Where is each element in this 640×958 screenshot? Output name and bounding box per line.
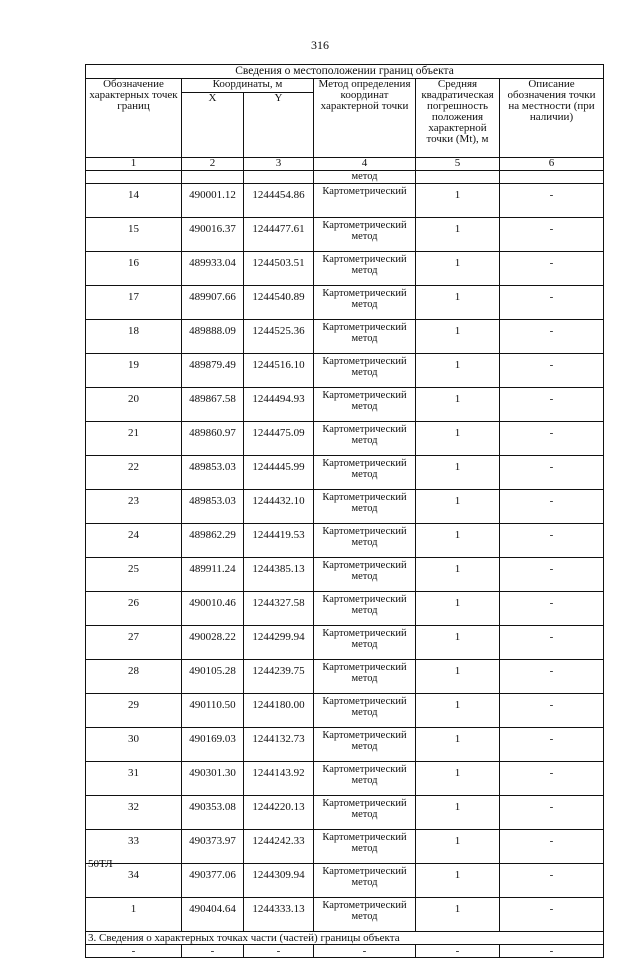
- table-row: [86, 388, 604, 422]
- x-cell: 490353.08: [182, 796, 244, 830]
- y-cell: 1244299.94: [244, 626, 314, 660]
- x-cell: 490373.97: [182, 830, 244, 864]
- x-cell: 490404.64: [182, 898, 244, 932]
- method-cell: Картометрический метод: [314, 252, 416, 286]
- column-number: 1: [86, 158, 182, 171]
- table-row: [86, 320, 604, 354]
- accuracy-cell: 1: [416, 626, 500, 660]
- accuracy-cell: 1: [416, 660, 500, 694]
- table-row: [86, 422, 604, 456]
- accuracy-cell: 1: [416, 796, 500, 830]
- method-cell: Картометрический метод: [314, 490, 416, 524]
- point-cell: 29: [86, 694, 182, 728]
- column-number: 4: [314, 158, 416, 171]
- x-cell: 490301.30: [182, 762, 244, 796]
- method-cell: Картометрический метод: [314, 592, 416, 626]
- header-accuracy: Средняя квадратическая погрешность положения характерной точки (Mt), м: [416, 79, 500, 158]
- x-cell: 489853.03: [182, 456, 244, 490]
- x-cell: 490010.46: [182, 592, 244, 626]
- point-cell: 26: [86, 592, 182, 626]
- method-cell: Картометрический: [314, 184, 416, 218]
- description-cell: -: [500, 626, 604, 660]
- table-row: [86, 728, 604, 762]
- description-cell: -: [500, 592, 604, 626]
- description-cell: -: [500, 218, 604, 252]
- table-row: [86, 354, 604, 388]
- x-cell: 490001.12: [182, 184, 244, 218]
- x-cell: 489911.24: [182, 558, 244, 592]
- point-cell: 25: [86, 558, 182, 592]
- accuracy-cell: 1: [416, 490, 500, 524]
- x-cell: 489907.66: [182, 286, 244, 320]
- point-cell: 20: [86, 388, 182, 422]
- y-cell: 1244333.13: [244, 898, 314, 932]
- table-row: [86, 694, 604, 728]
- description-cell: -: [500, 388, 604, 422]
- accuracy-cell: 1: [416, 456, 500, 490]
- section3-cell: -: [86, 945, 182, 958]
- table-row: [86, 558, 604, 592]
- page-number: 316: [311, 38, 329, 52]
- x-cell: 490110.50: [182, 694, 244, 728]
- accuracy-cell: 1: [416, 252, 500, 286]
- description-cell: -: [500, 354, 604, 388]
- y-cell: 1244180.00: [244, 694, 314, 728]
- y-cell: 1244525.36: [244, 320, 314, 354]
- table-row: [86, 252, 604, 286]
- point-cell: 31: [86, 762, 182, 796]
- point-cell: 16: [86, 252, 182, 286]
- method-cell: Картометрический метод: [314, 558, 416, 592]
- accuracy-cell: 1: [416, 184, 500, 218]
- x-cell: 490169.03: [182, 728, 244, 762]
- accuracy-cell: 1: [416, 320, 500, 354]
- x-cell: 489853.03: [182, 490, 244, 524]
- y-cell: 1244432.10: [244, 490, 314, 524]
- method-cell: Картометрический метод: [314, 456, 416, 490]
- y-cell: 1244327.58: [244, 592, 314, 626]
- table-row: [86, 762, 604, 796]
- method-cell: Картометрический метод: [314, 864, 416, 898]
- x-cell: 489933.04: [182, 252, 244, 286]
- method-cell: Картометрический метод: [314, 388, 416, 422]
- accuracy-cell: 1: [416, 388, 500, 422]
- accuracy-cell: 1: [416, 286, 500, 320]
- table-row: [86, 592, 604, 626]
- x-cell: 490028.22: [182, 626, 244, 660]
- y-cell: 1244132.73: [244, 728, 314, 762]
- point-cell: 1: [86, 898, 182, 932]
- point-cell: 19: [86, 354, 182, 388]
- accuracy-cell: 1: [416, 558, 500, 592]
- description-cell: -: [500, 762, 604, 796]
- header-y: Y: [244, 93, 314, 158]
- point-cell: 32: [86, 796, 182, 830]
- point-cell: 34: [86, 864, 182, 898]
- point-cell: 28: [86, 660, 182, 694]
- description-cell: -: [500, 728, 604, 762]
- column-number: 3: [244, 158, 314, 171]
- x-cell: 490377.06: [182, 864, 244, 898]
- section3-title: 3. Сведения о характерных точках части (частей) границы объекта: [86, 932, 604, 945]
- table-row: [86, 660, 604, 694]
- y-cell: 1244239.75: [244, 660, 314, 694]
- description-cell: -: [500, 558, 604, 592]
- point-cell: 17: [86, 286, 182, 320]
- table-row: [86, 184, 604, 218]
- y-cell: 1244475.09: [244, 422, 314, 456]
- accuracy-cell: 1: [416, 422, 500, 456]
- section3-cell: -: [182, 945, 244, 958]
- table-row: [86, 524, 604, 558]
- y-cell: 1244242.33: [244, 830, 314, 864]
- description-cell: -: [500, 320, 604, 354]
- method-cell: Картометрический метод: [314, 320, 416, 354]
- x-cell: 490105.28: [182, 660, 244, 694]
- section3-cell: -: [500, 945, 604, 958]
- point-cell: 18: [86, 320, 182, 354]
- point-cell: 24: [86, 524, 182, 558]
- method-cell: Картометрический метод: [314, 626, 416, 660]
- accuracy-cell: 1: [416, 218, 500, 252]
- header-point-designation: Обозначение характерных точек границ: [86, 79, 182, 158]
- y-cell: 1244540.89: [244, 286, 314, 320]
- column-number: 6: [500, 158, 604, 171]
- point-cell: 33: [86, 830, 182, 864]
- y-cell: 1244385.13: [244, 558, 314, 592]
- description-cell: -: [500, 898, 604, 932]
- table-row: [86, 490, 604, 524]
- accuracy-cell: 1: [416, 354, 500, 388]
- point-cell: 22: [86, 456, 182, 490]
- y-cell: 1244516.10: [244, 354, 314, 388]
- accuracy-cell: 1: [416, 592, 500, 626]
- x-cell: 489879.49: [182, 354, 244, 388]
- y-cell: 1244143.92: [244, 762, 314, 796]
- y-cell: 1244494.93: [244, 388, 314, 422]
- table-row: [86, 626, 604, 660]
- y-cell: 1244445.99: [244, 456, 314, 490]
- description-cell: -: [500, 796, 604, 830]
- accuracy-cell: 1: [416, 898, 500, 932]
- description-cell: -: [500, 694, 604, 728]
- description-cell: -: [500, 490, 604, 524]
- accuracy-cell: 1: [416, 728, 500, 762]
- table-title: Сведения о местоположении границ объекта: [86, 65, 604, 79]
- description-cell: -: [500, 456, 604, 490]
- table-row: [86, 830, 604, 864]
- table-row: [86, 286, 604, 320]
- method-cell: Картометрический метод: [314, 660, 416, 694]
- accuracy-cell: 1: [416, 524, 500, 558]
- header-x: X: [182, 93, 244, 158]
- x-cell: 490016.37: [182, 218, 244, 252]
- column-number: 5: [416, 158, 500, 171]
- accuracy-cell: 1: [416, 864, 500, 898]
- accuracy-cell: 1: [416, 830, 500, 864]
- description-cell: -: [500, 286, 604, 320]
- table-row: [86, 796, 604, 830]
- description-cell: -: [500, 252, 604, 286]
- x-cell: 489860.97: [182, 422, 244, 456]
- description-cell: -: [500, 830, 604, 864]
- method-cell: Картометрический метод: [314, 728, 416, 762]
- description-cell: -: [500, 184, 604, 218]
- table-row: [86, 864, 604, 898]
- y-cell: 1244454.86: [244, 184, 314, 218]
- table-row: [86, 898, 604, 932]
- method-cell: Картометрический метод: [314, 218, 416, 252]
- table-row: [86, 218, 604, 252]
- point-cell: 14: [86, 184, 182, 218]
- method-cell: Картометрический метод: [314, 354, 416, 388]
- point-cell: 27: [86, 626, 182, 660]
- y-cell: 1244503.51: [244, 252, 314, 286]
- x-cell: 489867.58: [182, 388, 244, 422]
- point-cell: 15: [86, 218, 182, 252]
- description-cell: -: [500, 524, 604, 558]
- footer-stamp: 50ТЛ: [88, 858, 113, 870]
- description-cell: -: [500, 660, 604, 694]
- section3-cell: -: [314, 945, 416, 958]
- method-cell: Картометрический метод: [314, 898, 416, 932]
- continued-method-text: метод: [314, 171, 416, 184]
- point-cell: 21: [86, 422, 182, 456]
- method-cell: Картометрический метод: [314, 694, 416, 728]
- method-cell: Картометрический метод: [314, 286, 416, 320]
- point-cell: 30: [86, 728, 182, 762]
- header-method: Метод определения координат характерной точки: [314, 79, 416, 158]
- column-number: 2: [182, 158, 244, 171]
- method-cell: Картометрический метод: [314, 524, 416, 558]
- method-cell: Картометрический метод: [314, 762, 416, 796]
- section3-cell: -: [416, 945, 500, 958]
- y-cell: 1244220.13: [244, 796, 314, 830]
- method-cell: Картометрический метод: [314, 422, 416, 456]
- header-description: Описание обозначения точки на местности (при наличии): [500, 79, 604, 158]
- table-row: [86, 456, 604, 490]
- method-cell: Картометрический метод: [314, 796, 416, 830]
- y-cell: 1244419.53: [244, 524, 314, 558]
- section3-cell: -: [244, 945, 314, 958]
- y-cell: 1244309.94: [244, 864, 314, 898]
- description-cell: -: [500, 422, 604, 456]
- method-cell: Картометрический метод: [314, 830, 416, 864]
- accuracy-cell: 1: [416, 694, 500, 728]
- boundary-points-table: [85, 64, 604, 958]
- header-coordinates: Координаты, м: [182, 79, 314, 93]
- x-cell: 489888.09: [182, 320, 244, 354]
- x-cell: 489862.29: [182, 524, 244, 558]
- description-cell: -: [500, 864, 604, 898]
- accuracy-cell: 1: [416, 762, 500, 796]
- point-cell: 23: [86, 490, 182, 524]
- y-cell: 1244477.61: [244, 218, 314, 252]
